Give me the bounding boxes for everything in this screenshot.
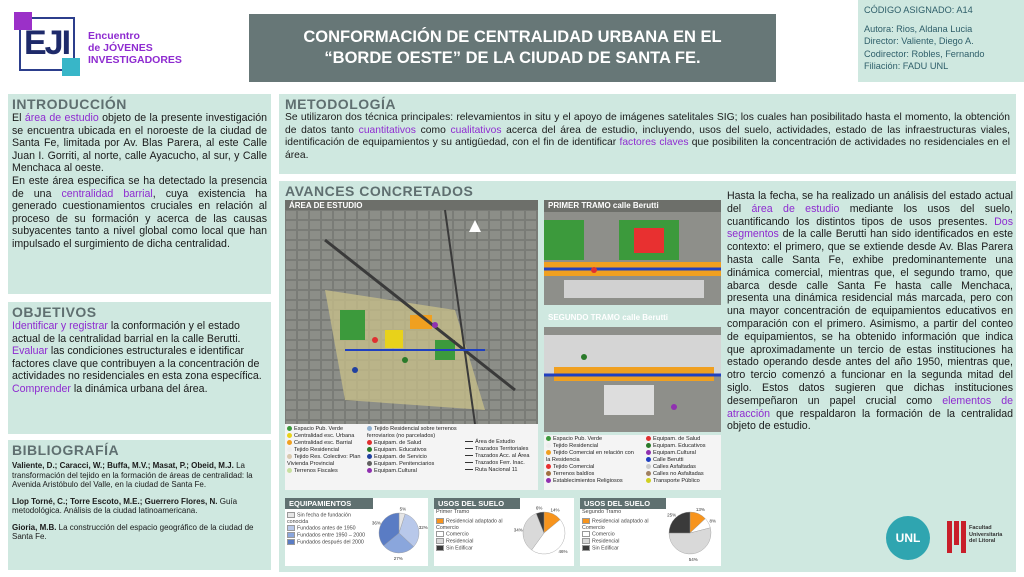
chart-legend-item bbox=[436, 531, 512, 538]
legend-item bbox=[465, 453, 537, 460]
methodology-section bbox=[279, 94, 1016, 174]
legend-study-col1 bbox=[287, 426, 367, 475]
legend-item bbox=[367, 454, 457, 461]
legend-label: Área de Estudio bbox=[475, 439, 515, 445]
equipment-pie bbox=[371, 502, 427, 562]
objective-1: Identificar y registrar la conformación y el estado actual de la centralidad barrial en la calle Berutti. bbox=[12, 320, 241, 345]
chart-legend-swatch bbox=[582, 531, 590, 537]
author-info bbox=[858, 0, 1024, 82]
legend-item bbox=[287, 468, 367, 475]
legend-swatch bbox=[546, 471, 551, 476]
pie-label: 27% bbox=[393, 555, 403, 561]
legend-label: Trazados Territoriales bbox=[475, 446, 529, 452]
chart-legend-item bbox=[436, 518, 512, 531]
logo bbox=[10, 8, 190, 80]
pie-label: 54% bbox=[688, 556, 698, 562]
objectives-section bbox=[8, 302, 271, 434]
land-use-second-subtitle: Segundo Tramo bbox=[582, 509, 622, 515]
legend-item bbox=[546, 436, 636, 443]
legend-swatch bbox=[367, 447, 372, 452]
legend-line bbox=[465, 462, 473, 463]
first-segment-title: PRIMER TRAMO calle Berutti bbox=[548, 201, 659, 210]
legend-item bbox=[646, 436, 721, 443]
chart-legend-swatch bbox=[436, 538, 444, 544]
legend-label: Tejido Residencial bbox=[553, 443, 599, 449]
legend-label: Centralidad esc. Barrial bbox=[294, 440, 353, 446]
chart-legend-swatch bbox=[582, 545, 590, 551]
land-use-first-pie bbox=[514, 501, 574, 563]
legend-swatch bbox=[546, 478, 551, 483]
first-segment-map bbox=[544, 200, 721, 305]
legend-line bbox=[465, 448, 473, 449]
legend-item bbox=[465, 467, 537, 474]
pie-label: 5% bbox=[399, 506, 407, 512]
chart-legend-label: Residencial bbox=[446, 538, 474, 545]
legend-item bbox=[546, 478, 636, 485]
chart-legend-label: Fundados antes de 1950 bbox=[297, 525, 356, 532]
objective-2: Evaluar las condiciones estructurales e identificar factores clave que contribuyen a la concentración de actividades no residenciales en esta zona específica. bbox=[12, 345, 262, 383]
legend-label: Transporte Público bbox=[653, 478, 700, 484]
legend-study-col2 bbox=[367, 426, 457, 475]
pie-label: 6% bbox=[535, 505, 543, 511]
logo-letters: EJI bbox=[24, 24, 70, 62]
legend-swatch bbox=[646, 457, 651, 462]
legend-item bbox=[465, 460, 537, 467]
legend-label: Terrenos baldíos bbox=[553, 471, 595, 477]
unl-logo: UNL bbox=[886, 516, 930, 560]
chart-legend-item bbox=[582, 538, 658, 545]
legend-swatch bbox=[546, 436, 551, 441]
legend-swatch bbox=[367, 454, 372, 459]
legend-line bbox=[465, 469, 473, 470]
objectives-heading: OBJETIVOS bbox=[12, 304, 97, 320]
author-label: Autora: Rios, Aldana Lucia bbox=[864, 23, 973, 34]
chart-legend-swatch bbox=[287, 512, 295, 518]
chart-legend-item bbox=[436, 538, 512, 545]
legend-label: Equipam. de Salud bbox=[374, 440, 422, 446]
chart-legend-label: Residencial adaptado al Comercio bbox=[436, 518, 503, 531]
fadu-logo: Facultad Universitaria del Litoral bbox=[945, 517, 1011, 561]
second-segment-map bbox=[544, 313, 721, 432]
land-use-second-legend bbox=[582, 518, 658, 552]
legend-label: Tejido Comercial bbox=[553, 464, 595, 470]
chart-legend-swatch bbox=[287, 539, 295, 545]
legend-line bbox=[465, 455, 473, 456]
legend-item bbox=[465, 446, 537, 453]
reference-3: Gioria, M.B. La construcción del espacio geográfico de la ciudad de Santa Fe. bbox=[12, 522, 254, 541]
land-use-second-title: USOS DEL SUELO bbox=[580, 498, 666, 509]
chart-legend-item bbox=[582, 518, 658, 531]
chart-legend-label: Sin Edificar bbox=[446, 545, 473, 552]
legend-item bbox=[546, 464, 636, 471]
legend-swatch bbox=[367, 440, 372, 445]
bibliography-heading: BIBLIOGRAFÍA bbox=[12, 442, 120, 458]
legend-swatch bbox=[287, 468, 292, 473]
legend-swatch bbox=[646, 471, 651, 476]
legend-label: Ruta Nacional 11 bbox=[475, 467, 518, 473]
chart-legend-item bbox=[287, 525, 371, 532]
legend-label: Equipam. Educativos bbox=[653, 443, 706, 449]
legend-item bbox=[367, 461, 457, 468]
legend-swatch bbox=[646, 464, 651, 469]
chart-legend-item bbox=[287, 512, 371, 525]
chart-legend-swatch bbox=[436, 518, 444, 524]
pie-label: 8% bbox=[709, 518, 717, 524]
chart-legend-label: Fundados después del 2000 bbox=[297, 539, 364, 546]
pie-label: 46% bbox=[558, 548, 568, 554]
pie-label: 34% bbox=[513, 527, 523, 533]
legend-item bbox=[287, 454, 367, 468]
pie-label: 14% bbox=[550, 507, 560, 513]
chart-legend-swatch bbox=[436, 545, 444, 551]
legend-swatch bbox=[646, 436, 651, 441]
legend-swatch bbox=[287, 447, 292, 452]
legend-item bbox=[546, 450, 636, 464]
legend-swatch bbox=[367, 461, 372, 466]
legend-item bbox=[287, 426, 367, 433]
legend-swatch bbox=[646, 450, 651, 455]
legend-item bbox=[646, 457, 721, 464]
logo-text: Encuentro de JÓVENES INVESTIGADORES bbox=[88, 30, 182, 66]
legend-label: Equipam.Cultural bbox=[653, 450, 696, 456]
legend-swatch bbox=[287, 433, 292, 438]
legend-label: Espacio Pub. Verde bbox=[294, 426, 344, 432]
legend-label: Calles no Asfaltadas bbox=[653, 471, 704, 477]
intro-p1: El área de estudio objeto de la presente investigación se encuentra ubicada en el noroeste de la ciudad de Santa Fe, limitada por Av. Blas Parera, al este Calle Juan I. Gorriti, al norte, calle Ayacucho, al sur, y Calle Menchaca al oeste. bbox=[12, 112, 267, 175]
second-segment-title: SEGUNDO TRAMO calle Berutti bbox=[548, 313, 669, 322]
legend-segment-col2 bbox=[646, 436, 721, 485]
land-use-first-chart bbox=[434, 498, 574, 566]
legend-item bbox=[367, 426, 457, 440]
advances-section bbox=[279, 181, 1016, 572]
poster-title: CONFORMACIÓN DE CENTRALIDAD URBANA EN EL “BORDE OESTE” DE LA CIUDAD DE SANTA FE. bbox=[249, 14, 776, 82]
legend-swatch bbox=[367, 426, 372, 431]
legend-item bbox=[367, 447, 457, 454]
chart-legend-label: Sin fecha de fundación conocida bbox=[287, 512, 351, 525]
chart-legend-swatch bbox=[582, 538, 590, 544]
legend-line bbox=[465, 441, 473, 442]
legend-label: Equipam. de Salud bbox=[653, 436, 701, 442]
chart-legend-label: Fundados entre 1950 – 2000 bbox=[297, 532, 366, 539]
legend-label: Centralidad esc. Urbana bbox=[294, 433, 355, 439]
land-use-second-chart bbox=[580, 498, 721, 566]
intro-heading: INTRODUCCIÓN bbox=[12, 96, 127, 112]
chart-legend-swatch bbox=[287, 525, 295, 531]
objective-3: Comprender la dinámica urbana del área. bbox=[12, 382, 208, 395]
legend-item bbox=[287, 440, 367, 447]
legend-item bbox=[287, 447, 367, 454]
land-use-first-legend bbox=[436, 518, 512, 552]
chart-legend-label: Residencial bbox=[592, 538, 620, 545]
chart-legend-swatch bbox=[287, 532, 295, 538]
legend-item bbox=[646, 471, 721, 478]
legend-swatch bbox=[546, 464, 551, 469]
pie-label: 32% bbox=[418, 524, 428, 530]
legend-item bbox=[646, 443, 721, 450]
chart-legend-item bbox=[287, 532, 371, 539]
legend-label: Trazados Acc. al Área bbox=[475, 453, 530, 459]
legend-swatch bbox=[646, 443, 651, 448]
legend-item bbox=[367, 468, 457, 475]
advances-heading: AVANCES CONCRETADOS bbox=[285, 183, 474, 199]
methodology-text: Se utilizaron dos técnica principales: relevamientos in situ y el apoyo de imágenes satelitales SIG; los cuales han posibilitado hasta el momento, la obtención de datos tanto cuantitativos como cualitativos acerca del área de estudio, incluyendo, usos del suelo, actividades, estado de las infraestructuras viales, identificación de equipamientos y su antigüedad, con el fin de identificar factores claves que posibiliten la concentración de actividades no residenciales en el área. bbox=[285, 112, 1010, 161]
legend-item bbox=[287, 433, 367, 440]
chart-legend-label: Sin Edificar bbox=[592, 545, 619, 552]
legend-swatch bbox=[367, 468, 372, 473]
legend-label: Equipam. Educativos bbox=[374, 447, 427, 453]
chart-legend-swatch bbox=[436, 531, 444, 537]
legend-label: Tejido Res. Colectivo: Plan Vivienda Provincial bbox=[287, 454, 361, 467]
legend-swatch bbox=[646, 478, 651, 483]
legend-item bbox=[646, 478, 721, 485]
chart-legend-label: Comercio bbox=[446, 531, 469, 538]
affiliation-label: Filiación: FADU UNL bbox=[864, 61, 949, 72]
study-area-map-title: ÁREA DE ESTUDIO bbox=[289, 201, 363, 210]
pie-label: 25% bbox=[667, 512, 677, 518]
code-label: CÓDIGO ASIGNADO: A14 bbox=[864, 5, 973, 15]
chart-legend-item bbox=[582, 545, 658, 552]
chart-legend-label: Residencial adaptado al Comercio bbox=[582, 518, 649, 531]
legend-item bbox=[367, 440, 457, 447]
land-use-first-title: USOS DEL SUELO bbox=[434, 498, 520, 509]
legend-label: Equipam.Cultural bbox=[374, 468, 417, 474]
logo-mark bbox=[14, 12, 80, 76]
codirector-label: Codirector: Robles, Fernando bbox=[864, 48, 985, 59]
legend-swatch bbox=[546, 450, 551, 455]
legend-item bbox=[465, 439, 537, 446]
advances-text: Hasta la fecha, se ha realizado un análisis del estado actual del área de estudio mediante los usos del suelo, cuantificando los distintos tipos de usos presentes. Dos segmentos de la calle Berutti han sido identificados en este contexto: el primero, que se extiende desde Av. Blas Parera hasta calle Santa Fe, exhibe predominantemente una dinámica comercial, mientras que, el segundo tramo, que abarca desde calle Santa Fe hasta calle Menchaca, presenta una dinámica residencial más marcada, pero con una mayor concentración de equipamientos educativos en comparación con el primero. Asimismo, a partir del conteo de equipamientos, se ha obtenido información que indica que aproximadamente un tercio de estas instituciones ha estado operando desde antes del año 1950, mientras que, otro tercio comenzó a funcionar en la segunda mitad del siglo. Estos datos sugieren que dichas instituciones desempeñaron un papel crucial como elementos de atracción que respaldaron la formación de la centralidad objeto de estudio. bbox=[727, 190, 1013, 433]
study-area-map bbox=[285, 200, 538, 424]
bibliography-section bbox=[8, 440, 271, 570]
legend-label: Trazados Ferr. Inac. bbox=[475, 460, 525, 466]
legend-item bbox=[646, 450, 721, 457]
intro-section bbox=[8, 94, 271, 294]
intro-p2: En este área especifica se ha detectado la presencia de una centralidad barrial, cuya existencia ha generado cuestionamientos cruciales en relación al proceso de su formación y acerca de las causas subyacentes tanto a nivel global como local que han impulsado el surgimiento de dicha centralidad. bbox=[12, 174, 267, 250]
legend-label: Espacio Pub. Verde bbox=[553, 436, 603, 442]
legend-label: Establecimientos Religiosos bbox=[553, 478, 623, 484]
chart-legend-item bbox=[287, 539, 371, 546]
legend-label: Equipam. de Servicio bbox=[374, 454, 427, 460]
legend-item bbox=[546, 471, 636, 478]
legend-item bbox=[546, 443, 636, 450]
director-label: Director: Valiente, Diego A. bbox=[864, 36, 974, 47]
legend-label: Terrenos Fiscales bbox=[294, 468, 338, 474]
legend-label: Tejido Residencial bbox=[294, 447, 340, 453]
land-use-second-pie bbox=[660, 501, 720, 563]
chart-legend-label: Comercio bbox=[592, 531, 615, 538]
legend-label: Equipam. Penitenciarios bbox=[374, 461, 435, 467]
legend-swatch bbox=[287, 440, 292, 445]
legend-item bbox=[646, 464, 721, 471]
equipment-chart bbox=[285, 498, 428, 566]
chart-legend-item bbox=[582, 531, 658, 538]
pie-label: 13% bbox=[695, 507, 705, 513]
chart-legend-item bbox=[436, 545, 512, 552]
legend-swatch bbox=[287, 454, 292, 459]
equipment-chart-title: EQUIPAMIENTOS bbox=[285, 498, 373, 509]
legend-label: Calles Asfaltadas bbox=[653, 464, 696, 470]
legend-study-col3 bbox=[465, 439, 537, 474]
reference-2: Llop Torné, C.; Torre Escoto, M.E.; Guerrero Flores, N. Guía metodológica. Análisis de la ciudad latinoamericana. bbox=[12, 496, 238, 515]
equipment-chart-legend bbox=[287, 512, 371, 546]
pie-label: 36% bbox=[371, 520, 381, 526]
reference-1: Valiente, D.; Caracci, W.; Buffa, M.V.; Masat, P.; Obeid, M.J. La transformación del tejido en la formación de áreas de centralidad: la Avenida Aristóbulo del Valle, en la ciudad de Santa Fe. bbox=[12, 461, 253, 489]
legend-label: Calle Berutti bbox=[653, 457, 684, 463]
land-use-first-subtitle: Primer Tramo bbox=[436, 509, 470, 515]
chart-legend-swatch bbox=[582, 518, 590, 524]
legend-swatch bbox=[546, 443, 551, 448]
legend-label: Tejido Residencial sobre terrenos ferroviarios (no parcelados) bbox=[367, 426, 457, 439]
legend-label: Tejido Comercial en relación con la Residencia bbox=[546, 450, 634, 463]
legend-segment-col1 bbox=[546, 436, 636, 485]
legend-swatch bbox=[287, 426, 292, 431]
methodology-heading: METODOLOGÍA bbox=[285, 96, 397, 112]
